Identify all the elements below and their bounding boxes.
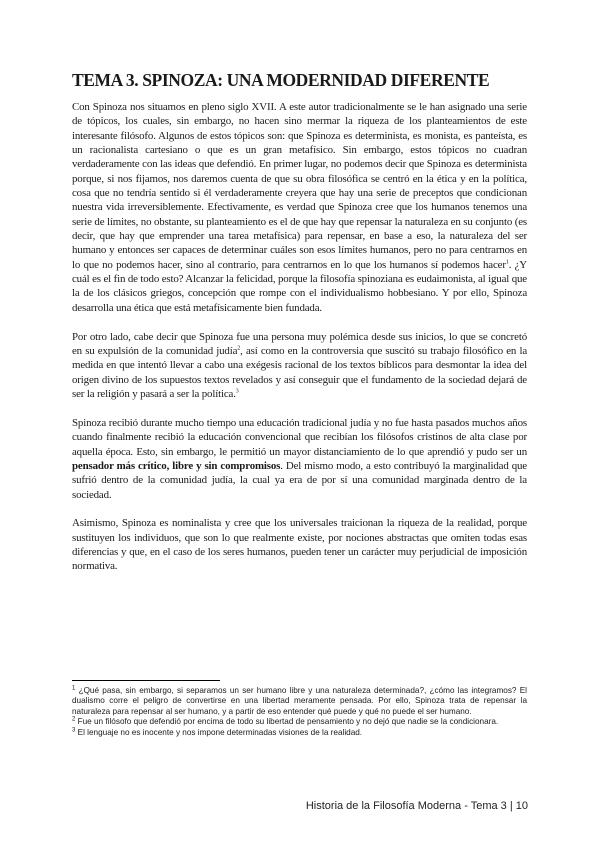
footnote-2	[72, 717, 527, 727]
footnote-text: ¿Qué pasa, sin embargo, si separamos un ser humano libre y una naturaleza determinada?, ¿cómo las integramos? El dualismo corre el peligro de convertirse en una libertad meramente pensada. Por ello, Spinoza trata de repensar la naturaleza para repensar al ser humano, y a partir de eso entender qué puede y qué no puede el ser humano.	[72, 686, 527, 716]
footnote-number: 3	[72, 726, 76, 733]
paragraph-2-text-b: , así como en la controversia que suscitó su trabajo filosófico en la medida en que intentó llevar a cabo una exégesis racional de los textos bíblicos para desmontar la idea del origen divino de los supuestos textos revelados y así conseguir que el fundamento de la sociedad dejará de ser la religión y pasará a ser la política.	[72, 345, 528, 401]
footnote-text: El lenguaje no es inocente y nos impone determinadas visiones de la realidad.	[75, 727, 363, 737]
footnote-1	[72, 686, 527, 717]
footnote-divider	[72, 680, 220, 681]
footnote-ref-3[interactable]: 3	[235, 388, 239, 395]
footnote-number: 2	[72, 716, 76, 723]
paragraph-3-text-a: Spinoza recibió durante mucho tiempo una educación tradicional judía y no fue hasta pasados muchos años cuando finalmente recibió la educación convencional que recibían los filósofos cristinos de alta clase por aquella época. Esto, sin embargo, le permitió un mayor distanciamiento de lo que aprendió y pudo ser un	[72, 416, 527, 458]
paragraph-2	[72, 330, 527, 402]
paragraph-1	[72, 100, 527, 315]
paragraph-3-bold: pensador más crítico, libre y sin compromisos	[72, 459, 281, 472]
paragraph-4: Asimismo, Spinoza es nominalista y cree que los universales traicionan la riqueza de la realidad, porque sustituyen los individuos, que son lo que realmente existe, por nociones abstractas que omiten todas esas diferencias y que, en el caso de los seres humanos, pueden tener un carácter muy perjudicial de imposición normativa.	[72, 517, 527, 573]
page-title: TEMA 3. SPINOZA: UNA MODERNIDAD DIFERENTE	[72, 70, 490, 90]
footnotes	[72, 686, 527, 738]
paragraph-3-text-b: . Del mismo modo, a esto contribuyó la marginalidad que sufrió dentro de la comunidad judía, la cual ya era de por sí una comunidad marginada dentro de la sociedad.	[72, 459, 527, 501]
paragraph-1-text-b: . ¿Y cuál es el fin de todo esto? Alcanzar la felicidad, porque la filosofía spinoziana es eudaimonista, al igual que la de los clásicos griegos, concepción que rompe con el individualismo hobbesiano. Y por ello, Spinoza desarrolla una ética que está metafísicamente bien fundada.	[72, 258, 528, 314]
paragraph-1-text-a: Con Spinoza nos situamos en pleno siglo XVII. A este autor tradicionalmente se le han asignado una serie de tópicos, los cuales, sin embargo, no hacen sino mermar la riqueza de los planteamientos de este interesante filósofo. Algunos de estos tópicos son: que Spinoza es determinista, es monista, es panteísta, es un racionalista cartesiano o que es un gran metafísico. Sin embargo, estos tópicos no cuadran verdaderamente con las ideas que defendió. En primer lugar, no podemos decir que Spinoza es determinista porque, si nos fijamos, nos daremos cuenta de que su obra filosófica se centró en la ética y en la política, cosa que no tendría sentido si él verdaderamente creyera que hay una serie de preceptos que condicionan nuestra vida irreversiblemente. Efectivamente, es verdad que Spinoza cree que los humanos tenemos una serie de límites, no obstante, su planteamiento es el de que hay que repensar la naturaleza en su conjunto (es decir, que hay que emprender una tarea metafísica) para repensar, en base a eso, la naturaleza del ser humano y entonces ser capaces de determinar cuáles son esos límites humanos, pero no para centrarnos en lo que no podemos hacer, sino al contrario, para centrarnos en lo que los humanos sí podemos hacer	[72, 101, 527, 271]
footnote-ref-2[interactable]: 2	[237, 345, 241, 352]
footnote-ref-1[interactable]: 1	[505, 259, 509, 266]
footnote-3	[72, 728, 527, 738]
footnote-number: 1	[72, 685, 76, 692]
footnote-text: Fue un filósofo que defendió por encima de todo su libertad de pensamiento y no dejó que nadie se la condicionara.	[75, 717, 499, 727]
paragraph-2-text-a: Por otro lado, cabe decir que Spinoza fue una persona muy polémica desde sus inicios, lo que se concretó en su expulsión de la comunidad judía	[72, 330, 527, 357]
body-text	[72, 100, 527, 588]
paragraph-3	[72, 416, 527, 502]
page-footer: Historia de la Filosofía Moderna - Tema 3 | 10	[305, 800, 528, 812]
